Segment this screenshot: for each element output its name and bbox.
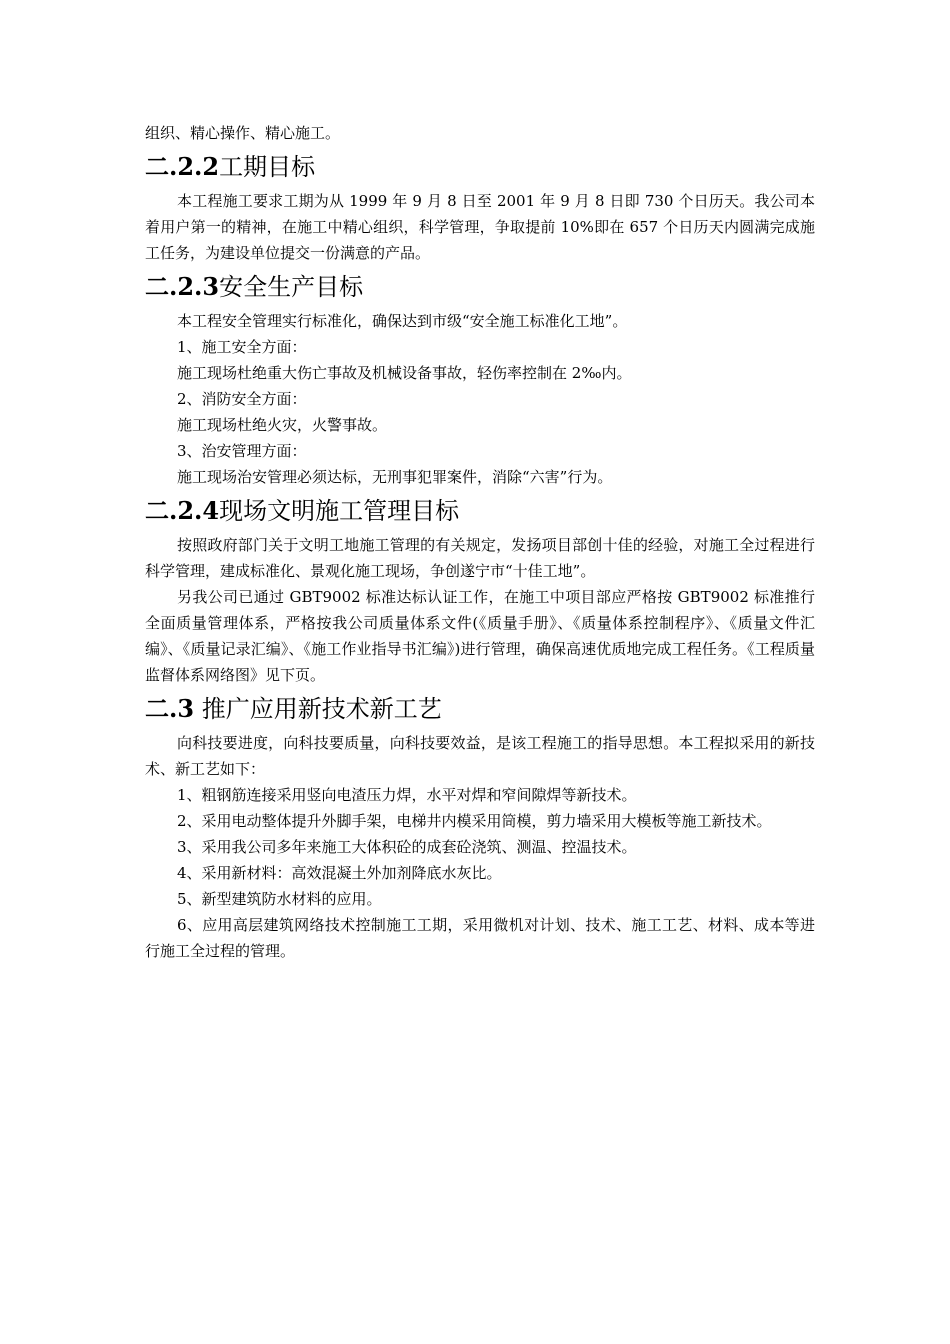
section-heading-2-2-4 — [145, 490, 815, 532]
intro-line: 组织、精心操作、精心施工。 — [145, 124, 341, 142]
document-page — [145, 120, 815, 964]
paragraph: 施工现场杜绝重大伤亡事故及机械设备事故，轻伤率控制在 2‰内。 — [177, 364, 632, 382]
paragraph: 本工程施工要求工期为从 1999 年 9 月 8 日至 2001 年 9 月 8 日即 730 个日历天。我公司本着用户第一的精神，在施工中精心组织，科学管理，争取提前 10%即在 657 个日历天内圆满完成施工任务，为建设单位提交一份满意的产品。 — [145, 192, 815, 262]
list-item: 5、新型建筑防水材料的应用。 — [177, 890, 382, 908]
paragraph: 按照政府部门关于文明工地施工管理的有关规定，发扬项目部创十佳的经验，对施工全过程进行科学管理，建成标准化、景观化施工现场，争创遂宁市“十佳工地”。 — [145, 536, 815, 580]
paragraph: 施工现场治安管理必须达标，无刑事犯罪案件，消除“六害”行为。 — [177, 468, 613, 486]
list-item: 3、治安管理方面： — [177, 442, 307, 460]
list-item: 3、采用我公司多年来施工大体积砼的成套砼浇筑、测温、控温技术。 — [177, 838, 637, 856]
list-item: 1、粗钢筋连接采用竖向电渣压力焊，水平对焊和窄间隙焊等新技术。 — [177, 786, 637, 804]
section-title: 工期目标 — [219, 153, 316, 181]
section-title: 推广应用新技术新工艺 — [201, 695, 442, 723]
list-item: 1、施工安全方面： — [177, 338, 307, 356]
paragraph: 另我公司已通过 GBT9002 标准达标认证工作，在施工中项目部应严格按 GBT9002 标准推行全面质量管理体系，严格按我公司质量体系文件(《质量手册》、《质量体系控制程序》、《质量文件汇编》、《质量记录汇编》、《施工作业指导书汇编》)进行管理，确保高速优质地完成工程任务。《工程质量监督体系网络图》见下页。 — [145, 588, 815, 684]
paragraph: 本工程安全管理实行标准化，确保达到市级“安全施工标准化工地”。 — [177, 312, 628, 330]
section-heading-2-2-3 — [145, 266, 815, 308]
section-number: 二.2.3 — [145, 272, 220, 301]
section-number: 二.2.2 — [145, 152, 220, 181]
list-item: 2、消防安全方面： — [177, 390, 307, 408]
paragraph: 施工现场杜绝火灾，火警事故。 — [177, 416, 388, 434]
section-number: 二.3 — [145, 694, 195, 723]
list-item: 2、采用电动整体提升外脚手架，电梯井内模采用筒模，剪力墙采用大模板等施工新技术。 — [177, 812, 772, 830]
section-heading-2-2-2 — [145, 146, 815, 188]
list-item: 6、应用高层建筑网络技术控制施工工期，采用微机对计划、技术、施工工艺、材料、成本等进行施工全过程的管理。 — [145, 916, 815, 960]
section-number: 二.2.4 — [145, 496, 220, 525]
list-item: 4、采用新材料：高效混凝土外加剂降底水灰比。 — [177, 864, 502, 882]
section-heading-2-3 — [145, 688, 815, 730]
section-title: 现场文明施工管理目标 — [219, 497, 460, 525]
section-title: 安全生产目标 — [219, 273, 364, 301]
paragraph: 向科技要进度，向科技要质量，向科技要效益，是该工程施工的指导思想。本工程拟采用的新技术、新工艺如下： — [145, 734, 815, 778]
